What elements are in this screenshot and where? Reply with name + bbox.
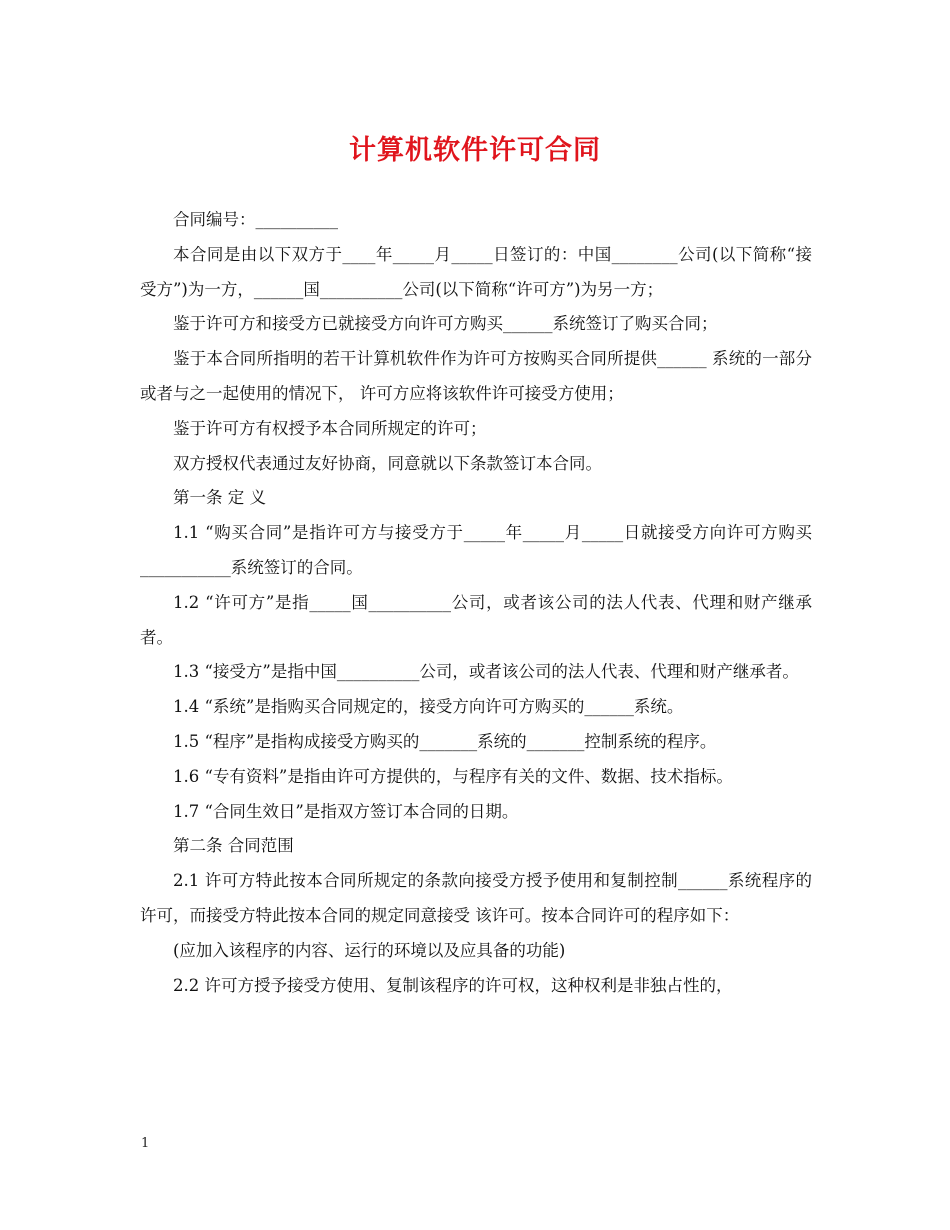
contract-body [140,203,812,1003]
recital-authority: 鉴于许可方有权授予本合同所规定的许可； [173,418,487,438]
page-number: 1 [141,1136,150,1151]
article-2-heading: 第二条 合同范围 [173,836,294,856]
clause-2-1: 2.1 许可方特此按本合同所规定的条款向接受方授予使用和复制控制______系统程序的许可，而接受方特此按本合同的规定同意接受 该许可。按本合同许可的程序如下： [140,871,812,925]
recital-purchase: 鉴于许可方和接受方已就接受方向许可方购买______系统签订了购买合同； [173,314,718,334]
clause-1-4: 1.4 “系统”是指购买合同规定的，接受方向许可方购买的______系统。 [173,697,684,717]
clause-1-7: 1.7 “合同生效日”是指双方签订本合同的日期。 [173,801,519,821]
clause-1-1: 1.1 “购买合同”是指许可方与接受方于_____年_____月_____日就接受方向许可方购买___________系统签订的合同。 [140,523,812,577]
recital-software-use: 鉴于本合同所指明的若干计算机软件作为许可方按购买合同所提供______ 系统的一部分或者与之一起使用的情况下， 许可方应将该软件许可接受方使用； [140,349,812,403]
clause-1-3: 1.3 “接受方”是指中国__________公司，或者该公司的法人代表、代理和财产继承者。 [173,662,799,682]
recital-agreement: 双方授权代表通过友好协商，同意就以下条款签订本合同。 [173,453,602,473]
clause-1-6: 1.6 “专有资料”是指由许可方提供的，与程序有关的文件、数据、技术指标。 [173,766,733,786]
clause-1-2: 1.2 “许可方”是指_____国__________公司，或者该公司的法人代表、代理和财产继承者。 [140,592,812,647]
clause-1-5: 1.5 “程序”是指构成接受方购买的_______系统的_______控制系统的程序。 [173,731,717,751]
clause-2-2: 2.2 许可方授予接受方使用、复制该程序的许可权，这种权利是非独占性的， [173,975,733,995]
parties-paragraph: 本合同是由以下双方于____年_____月_____日签订的：中国________公司(以下简称“接受方”)为一方，______国__________公司(以下简称“许可方”)为另一方； [140,244,812,299]
contract-number-line: 合同编号：__________ [173,210,338,229]
program-description-note: (应加入该程序的内容、运行的环境以及应具备的功能) [173,940,566,960]
article-1-heading: 第一条 定 义 [173,488,266,508]
page-title: 计算机软件许可合同 [349,135,601,166]
